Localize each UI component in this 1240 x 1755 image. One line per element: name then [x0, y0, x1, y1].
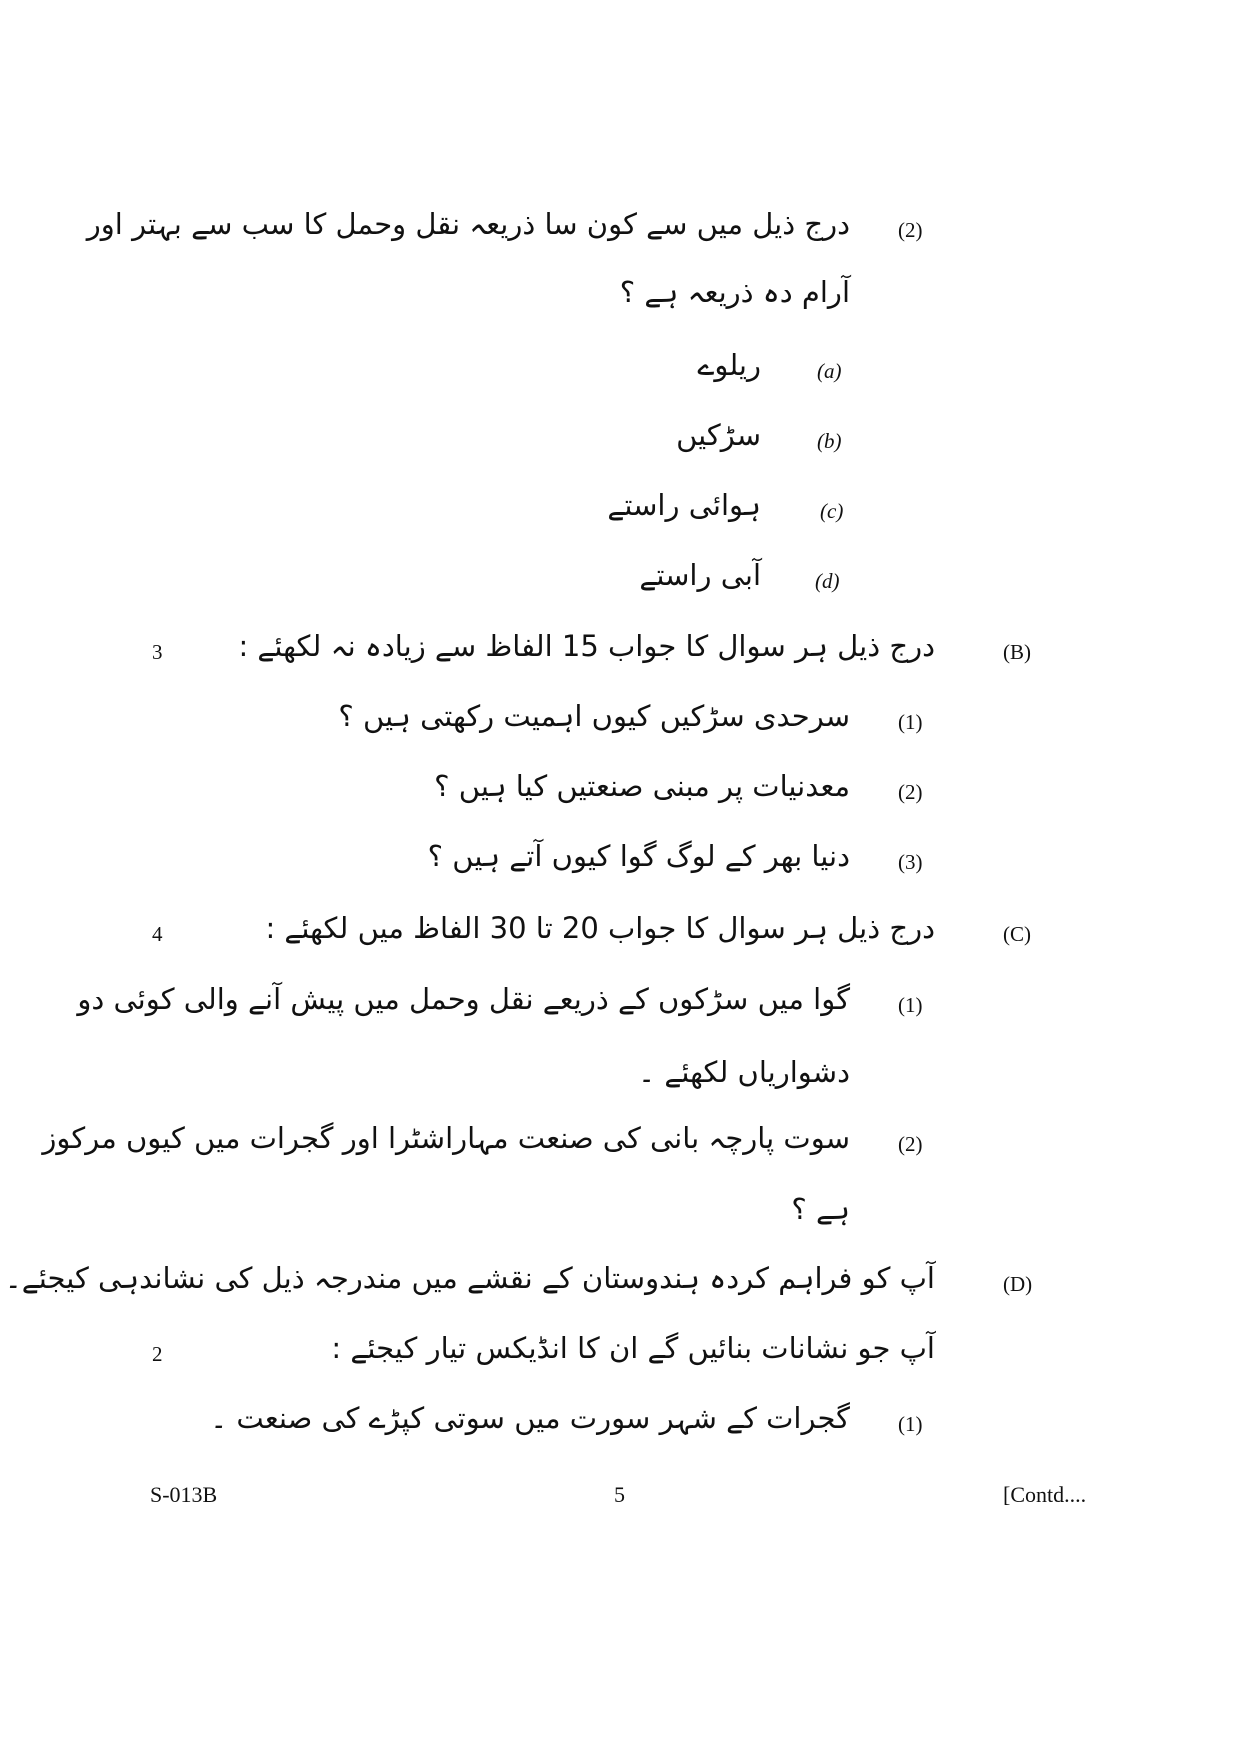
- question-number: (2): [898, 1132, 923, 1156]
- option-label: (c): [820, 499, 844, 523]
- section-text-line: آپ کو فراہم کردہ ہندوستان کے نقشے میں مندرجہ ذیل کی نشاندہی کیجئے۔: [4, 1261, 935, 1295]
- marks: 3: [152, 640, 163, 664]
- section-heading: درج ذیل ہر سوال کا جواب 20 تا 30 الفاظ میں لکھئے :: [265, 911, 935, 945]
- question-text-line: آرام دہ ذریعہ ہے ؟: [619, 275, 850, 309]
- question-number: (1): [898, 1412, 923, 1436]
- question-text-line: سوت پارچہ بانی کی صنعت مہاراشٹرا اور گجرات میں کیوں مرکوز: [42, 1121, 850, 1155]
- question-text: سرحدی سڑکیں کیوں اہمیت رکھتی ہیں ؟: [338, 699, 850, 733]
- option-text: آبی راستے: [639, 558, 761, 592]
- question-number: (3): [898, 850, 923, 874]
- page-number: 5: [614, 1482, 625, 1507]
- section-label: (D): [1003, 1272, 1033, 1296]
- option-text: سڑکیں: [676, 418, 761, 452]
- option-label: (b): [817, 429, 842, 453]
- question-number: (2): [898, 780, 923, 804]
- marks: 4: [152, 922, 163, 946]
- section-label: (C): [1003, 922, 1031, 946]
- option-text: ہوائی راستے: [607, 488, 761, 522]
- section-heading: درج ذیل ہر سوال کا جواب 15 الفاظ سے زیادہ نہ لکھئے :: [238, 629, 935, 663]
- continued-marker: [Contd....: [1003, 1482, 1087, 1507]
- section-label: (B): [1003, 640, 1031, 664]
- question-number: (1): [898, 993, 923, 1017]
- option-label: (a): [817, 359, 842, 383]
- question-text-line: درج ذیل میں سے کون سا ذریعہ نقل وحمل کا سب سے بہتر اور: [86, 207, 850, 241]
- option-text: ریلوے: [697, 348, 761, 382]
- question-number: (2): [898, 218, 923, 242]
- paper-code: S-013B: [150, 1482, 218, 1507]
- option-label: (d): [815, 569, 840, 593]
- question-text: معدنیات پر مبنی صنعتیں کیا ہیں ؟: [434, 769, 850, 803]
- section-text-line: آپ جو نشانات بنائیں گے ان کا انڈیکس تیار کیجئے :: [331, 1331, 935, 1365]
- question-text: گجرات کے شہر سورت میں سوتی کپڑے کی صنعت ۔: [210, 1401, 850, 1435]
- question-text: دنیا بھر کے لوگ گوا کیوں آتے ہیں ؟: [427, 839, 850, 873]
- question-number: (1): [898, 710, 923, 734]
- question-text-line: ہے ؟: [791, 1192, 850, 1226]
- question-text-line: گوا میں سڑکوں کے ذریعے نقل وحمل میں پیش آنے والی کوئی دو: [77, 982, 850, 1016]
- marks: 2: [152, 1342, 163, 1366]
- question-text-line: دشواریاں لکھئے ۔: [638, 1055, 850, 1089]
